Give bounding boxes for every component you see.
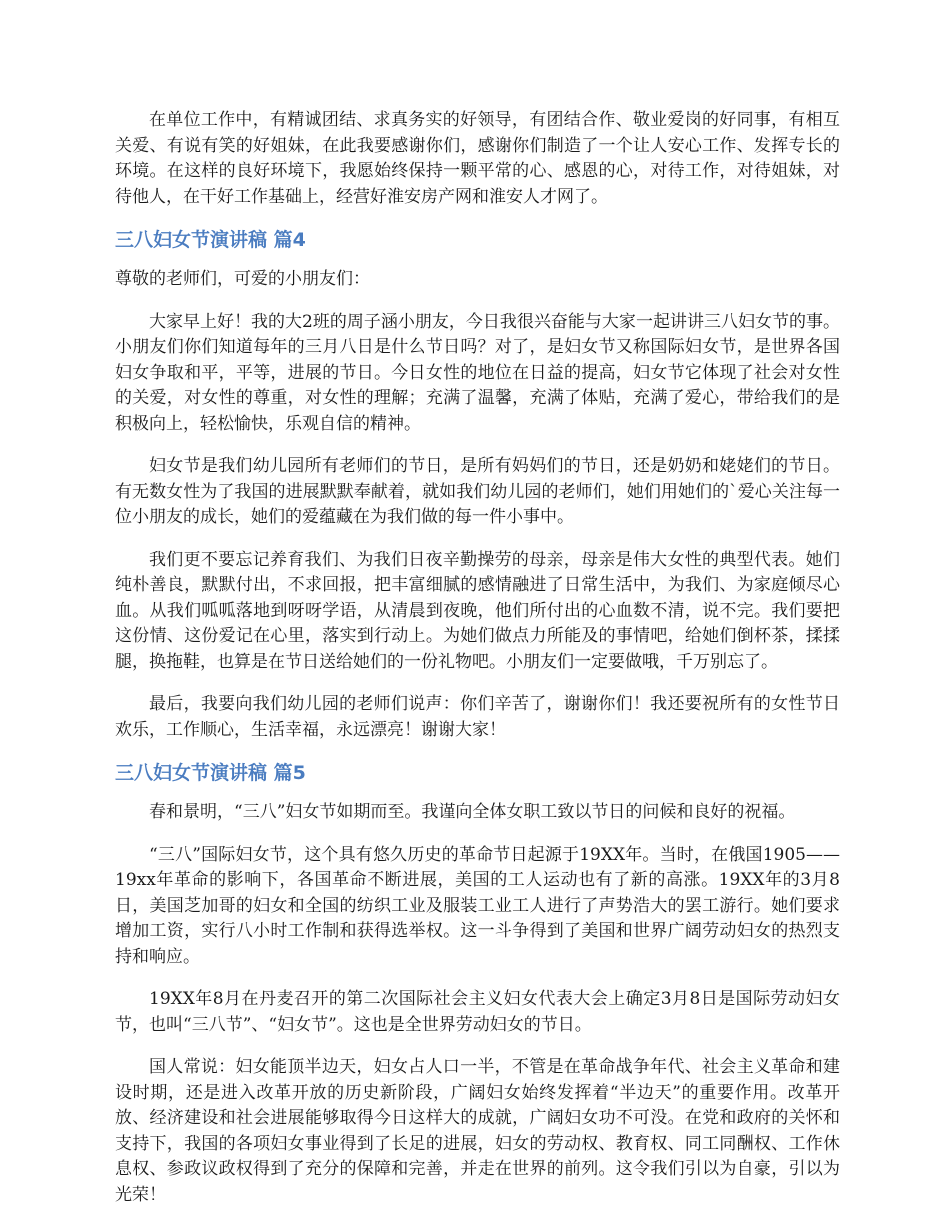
section-heading-4: 三八妇女节演讲稿 篇4 xyxy=(115,229,306,251)
body-paragraph: 国人常说：妇女能顶半边天，妇女占人口一半，不管是在革命战争年代、社会主义革命和建设时期，还是进入改革开放的历史新阶段，广阔妇女始终发挥着“半边天”的重要作用。改革开放、经济建设和社会进展能够取得今日这样大的成就，广阔妇女功不可没。在党和政府的关怀和支持下，我国的各项妇女事业得到了长足的进展，妇女的劳动权、教育权、同工同酬权、工作休息权、参政议政权得到了充分的保障和完善，并走在世界的前列。这令我们引以为自豪，引以为光荣！ xyxy=(115,1057,840,1205)
body-paragraph: 大家早上好！我的大2班的周子涵小朋友，今日我很兴奋能与大家一起讲讲三八妇女节的事。小朋友们你们知道每年的三月八日是什么节日吗？对了，是妇女节又称国际妇女节，是世界各国妇女争取和平，平等，进展的节日。今日女性的地位在日益的提高，妇女节它体现了社会对女性的关爱，对女性的尊重，对女性的理解；充满了温馨，充满了体贴，充满了爱心，带给我们的是积极向上，轻松愉快，乐观自信的精神。 xyxy=(115,311,840,434)
section-heading-5: 三八妇女节演讲稿 篇5 xyxy=(115,762,306,784)
body-paragraph: 在单位工作中，有精诚团结、求真务实的好领导，有团结合作、敬业爱岗的好同事，有相互关爱、有说有笑的好姐妹，在此我要感谢你们，感谢你们制造了一个让人安心工作、发挥专长的环境。在这样的良好环境下，我愿始终保持一颗平常的心、感恩的心，对待工作，对待姐妹，对待他人，在干好工作基础上，经营好淮安房产网和淮安人才网了。 xyxy=(115,110,840,207)
body-paragraph: “三八”国际妇女节，这个具有悠久历史的革命节日起源于19XX年。当时，在俄国1905——19xx年革命的影响下，各国革命不断进展，美国的工人运动也有了新的高涨。19XX年的3月8日，美国芝加哥的妇女和全国的纺织工业及服装工业工人进行了声势浩大的罢工游行。她们要求增加工资，实行八小时工作制和获得选举权。这一斗争得到了美国和世界广阔劳动妇女的热烈支持和响应。 xyxy=(115,844,840,967)
body-paragraph: 19XX年8月在丹麦召开的第二次国际社会主义妇女代表大会上确定3月8日是国际劳动妇女节，也叫“三八节”、“妇女节”。这也是全世界劳动妇女的节日。 xyxy=(115,989,840,1035)
body-paragraph: 最后，我要向我们幼儿园的老师们说声：你们辛苦了，谢谢你们！我还要祝所有的女性节日欢乐，工作顺心，生活幸福，永远漂亮！谢谢大家！ xyxy=(115,694,840,740)
salutation: 尊敬的老师们，可爱的小朋友们： xyxy=(115,269,370,289)
body-paragraph: 我们更不要忘记养育我们、为我们日夜辛勤操劳的母亲，母亲是伟大女性的典型代表。她们纯朴善良，默默付出，不求回报，把丰富细腻的感情融进了日常生活中，为我们、为家庭倾尽心血。从我们呱呱落地到呀呀学语，从清晨到夜晚，他们所付出的心血数不清，说不完。我们要把这份情、这份爱记在心里，落实到行动上。为她们做点力所能及的事情吧，给她们倒杯茶，揉揉腿，换拖鞋，也算是在节日送给她们的一份礼物吧。小朋友们一定要做哦，千万别忘了。 xyxy=(115,549,840,672)
document-page xyxy=(115,108,840,1225)
body-paragraph: 妇女节是我们幼儿园所有老师们的节日，是所有妈妈们的节日，还是奶奶和姥姥们的节日。有无数女性为了我国的进展默默奉献着，就如我们幼儿园的老师们，她们用她们的`爱心关注每一位小朋友的成长，她们的爱蕴藏在为我们做的每一件小事中。 xyxy=(115,456,840,527)
body-paragraph: 春和景明，“三八”妇女节如期而至。我谨向全体女职工致以节日的问候和良好的祝福。 xyxy=(149,802,796,822)
